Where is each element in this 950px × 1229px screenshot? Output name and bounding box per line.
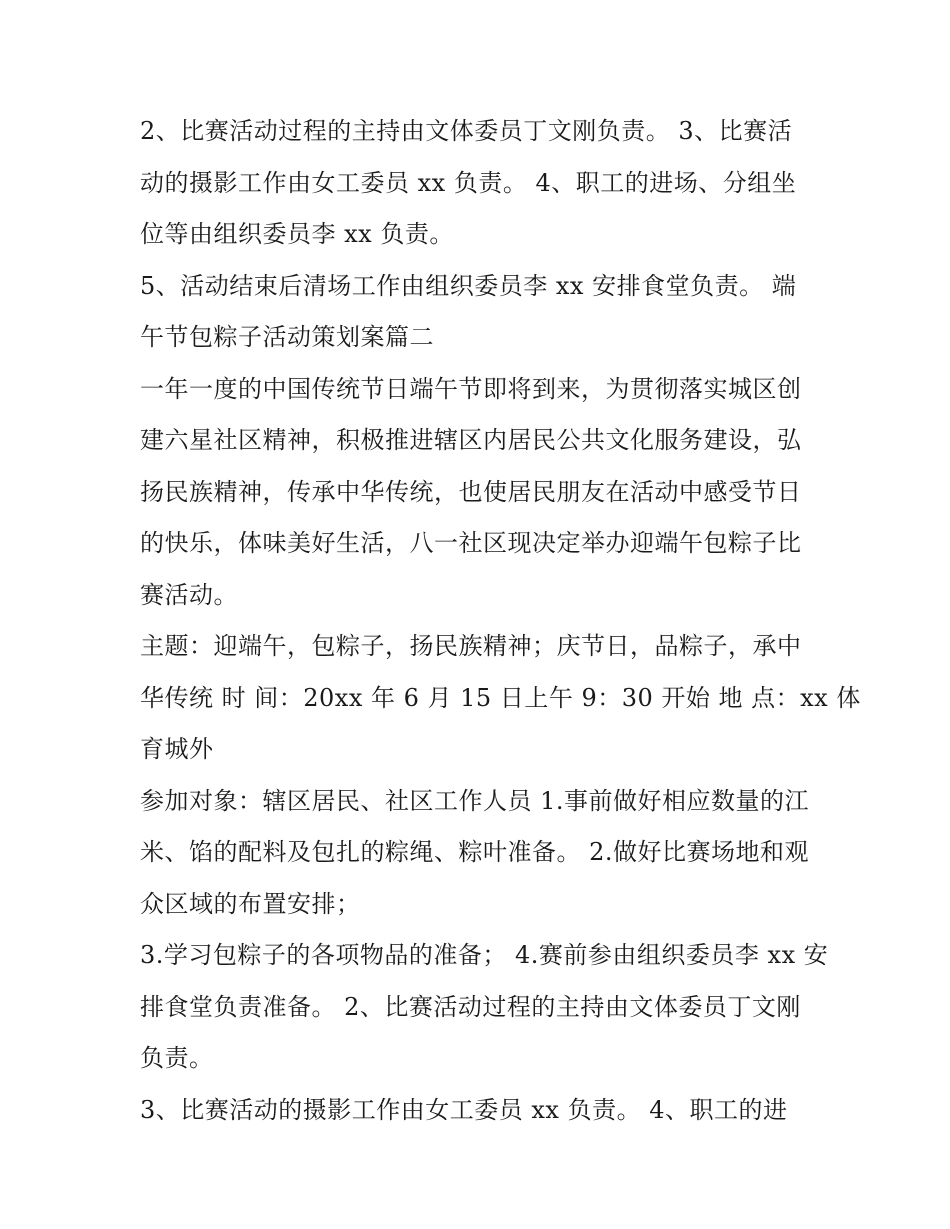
text-line: 排食堂负责准备。 2、比赛活动过程的主持由文体委员丁文刚 — [140, 992, 801, 1021]
text-line: 众区域的布置安排； — [140, 889, 361, 918]
text-line: 育城外 — [140, 735, 214, 763]
text-line: 扬民族精神，传承中华传统，也使居民朋友在活动中感受节日 — [140, 477, 802, 506]
text-line: 一年一度的中国传统节日端午节即将到来，为贯彻落实城区创 — [140, 374, 802, 403]
text-line: 建六星社区精神，积极推进辖区内居民公共文化服务建设，弘 — [140, 426, 802, 454]
text-line: 主题：迎端午，包粽子，扬民族精神；庆节日，品粽子，承中 — [140, 632, 802, 660]
text-line: 3.学习包粽子的各项物品的准备； 4.赛前参由组织委员李 xx 安 — [140, 941, 829, 969]
text-line: 负责。 — [140, 1044, 214, 1072]
text-line: 赛活动。 — [140, 580, 238, 609]
text-line: 5、活动结束后清场工作由组织委员李 xx 安排食堂负责。 端 — [140, 271, 797, 300]
text-line: 午节包粽子活动策划案篇二 — [140, 323, 434, 351]
text-line: 米、馅的配料及包扎的粽绳、粽叶准备。 2.做好比赛场地和观 — [140, 838, 810, 866]
text-line: 3、比赛活动的摄影工作由女工委员 xx 负责。 4、职工的进 — [140, 1095, 788, 1124]
text-line: 的快乐，体味美好生活，八一社区现决定举办迎端午包粽子比 — [140, 529, 802, 557]
document-body — [140, 106, 861, 1136]
text-line: 位等由组织委员李 xx 负责。 — [140, 220, 454, 248]
text-line: 动的摄影工作由女工委员 xx 负责。 4、职工的进场、分组坐 — [140, 168, 797, 197]
text-line: 华传统 时 间：20xx 年 6 月 15 日上午 9：30 开始 地 点：xx 体 — [140, 683, 861, 712]
text-line: 参加对象：辖区居民、社区工作人员 1.事前做好相应数量的江 — [140, 786, 810, 815]
text-line: 2、比赛活动过程的主持由文体委员丁文刚负责。 3、比赛活 — [140, 117, 793, 145]
